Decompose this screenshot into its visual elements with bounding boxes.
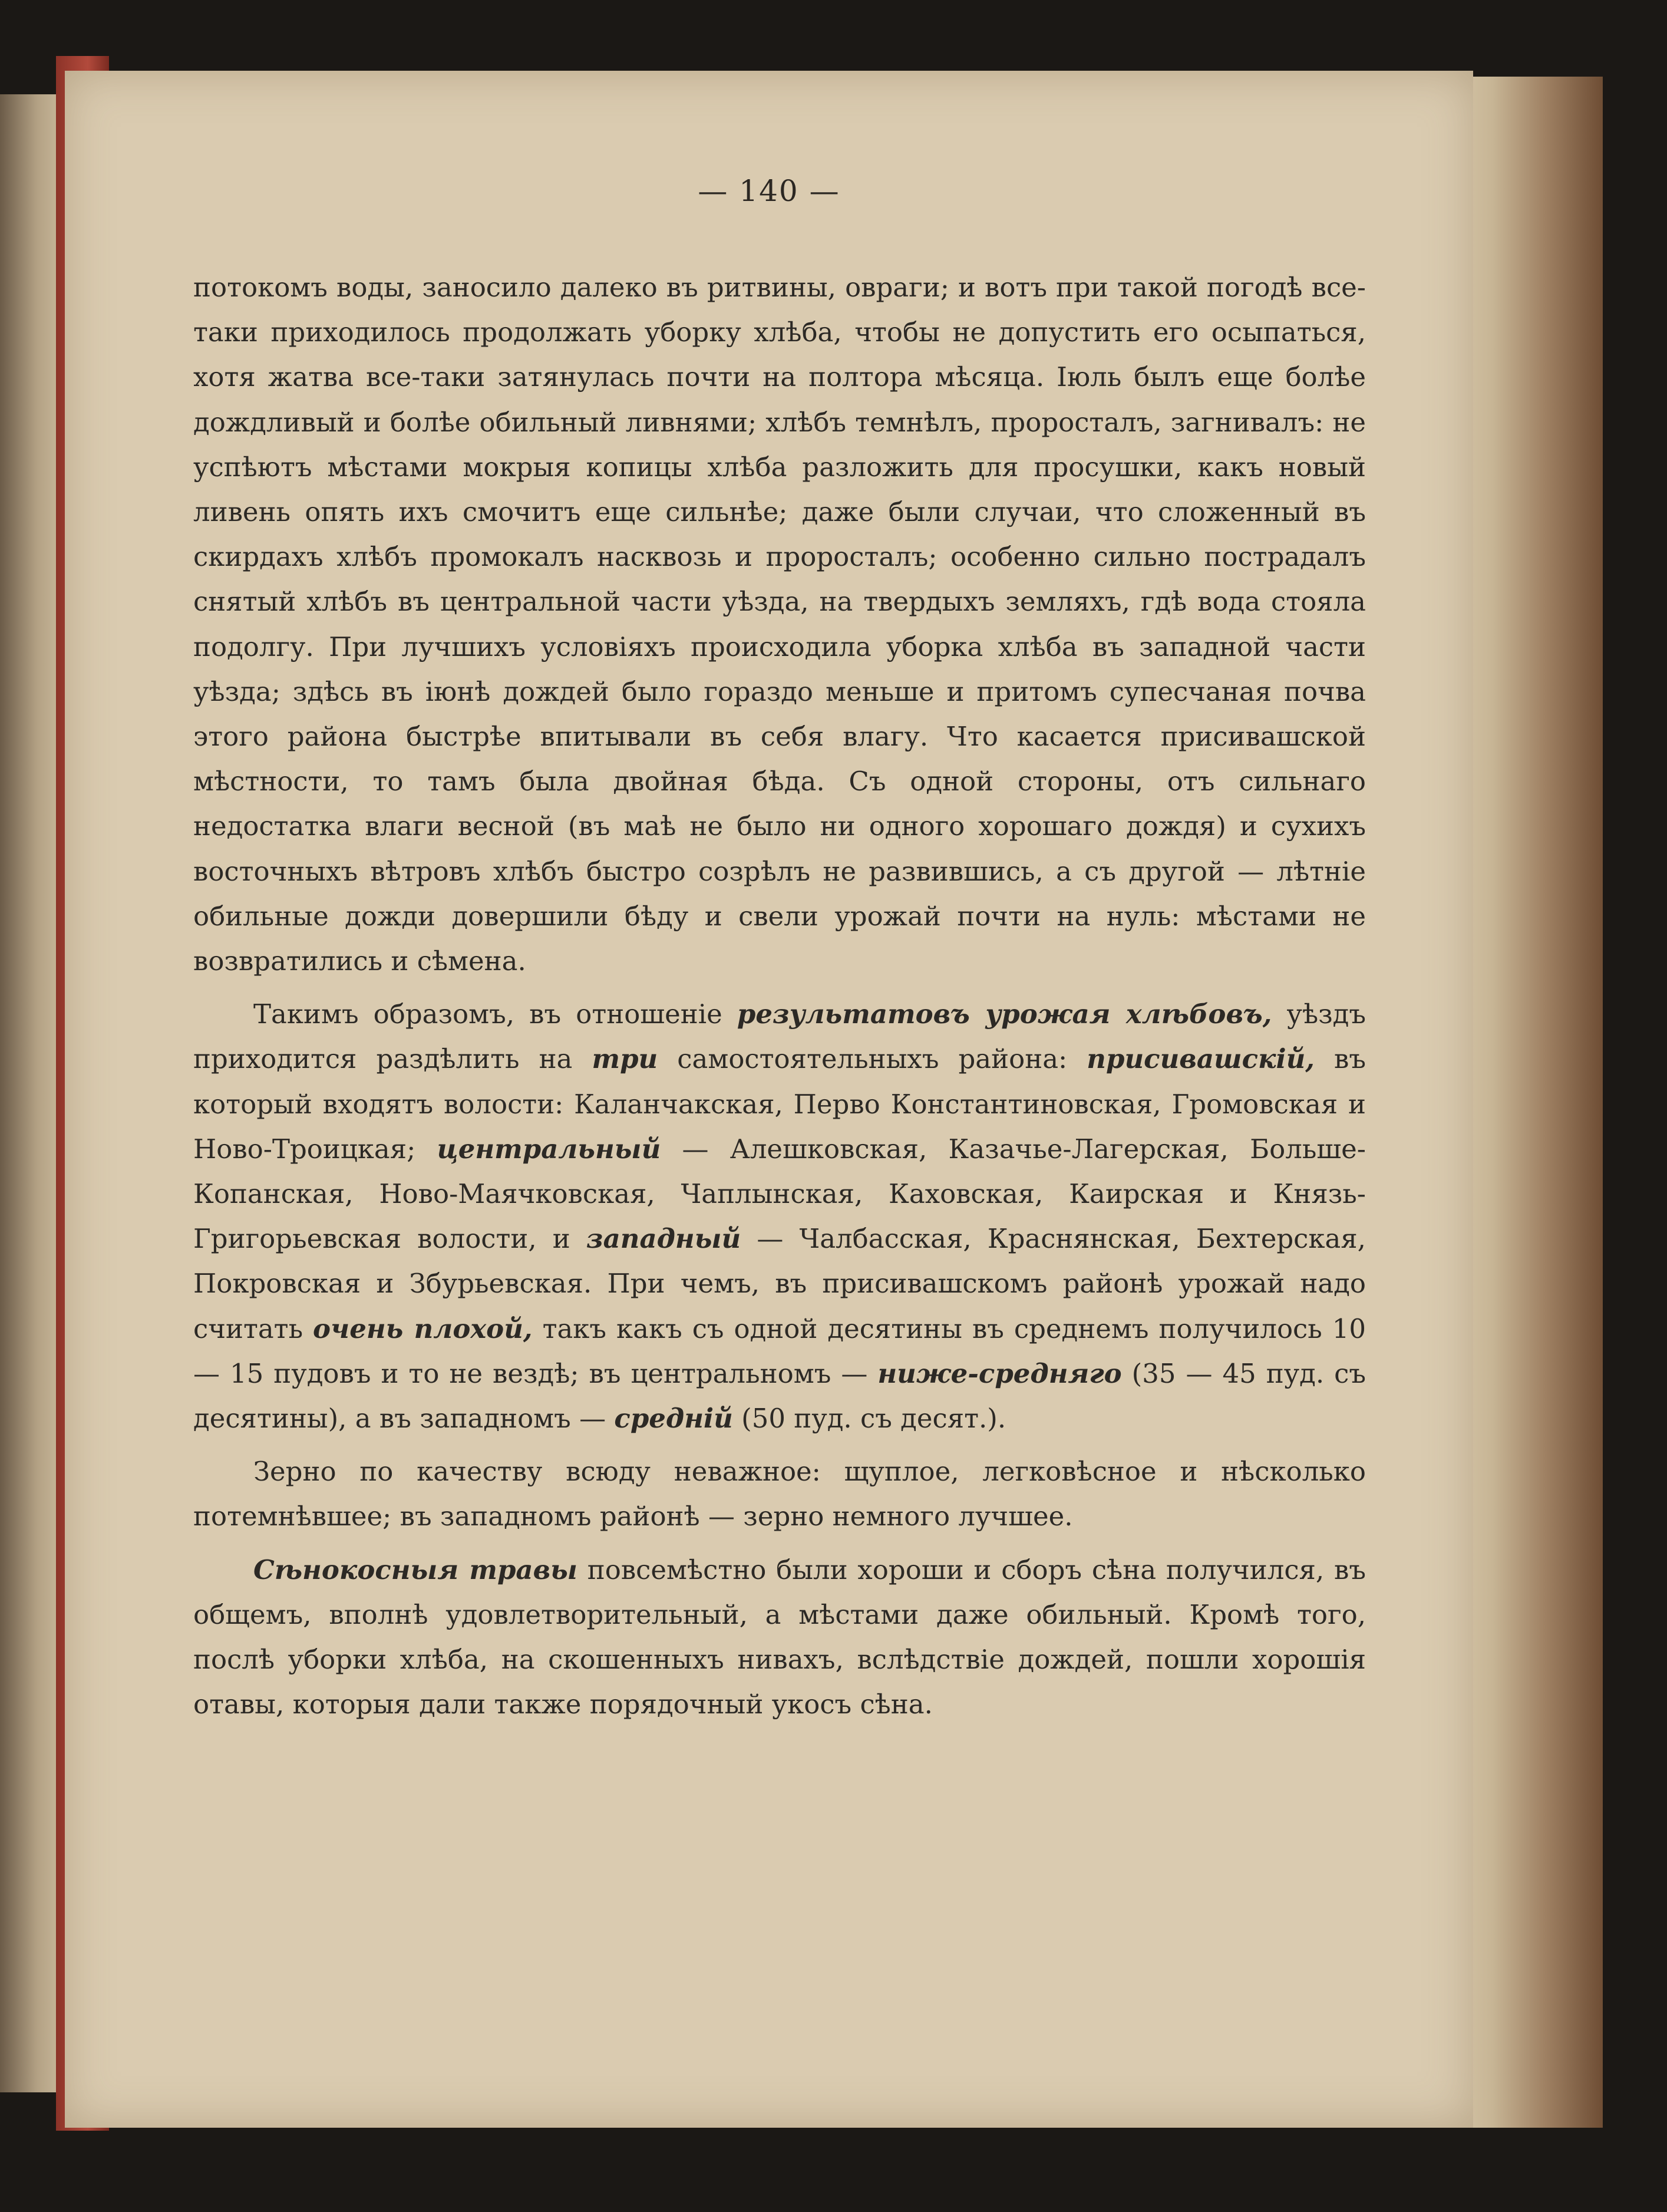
text-run: самостоятельныхъ района: bbox=[658, 1043, 1087, 1075]
text-run: уѣздъ приходится раздѣлить на bbox=[193, 998, 1366, 1075]
page-text bbox=[193, 265, 1366, 1728]
page-stack-edge bbox=[1455, 77, 1603, 2128]
paragraph bbox=[193, 265, 1366, 984]
emphasized-text: Сѣнокосныя травы bbox=[253, 1554, 577, 1585]
paragraph bbox=[193, 1548, 1366, 1728]
book-page bbox=[65, 71, 1473, 2128]
paragraph bbox=[193, 992, 1366, 1441]
text-run: повсемѣстно были хороши и сборъ сѣна получился, въ общемъ, вполнѣ удовлетворительный, а мѣстами даже обильный. Кромѣ того, послѣ уборки хлѣба, на скошенныхъ нивахъ, вслѣдствіе дождей, пошли хорошія отавы, которыя дали также порядочный укосъ сѣна. bbox=[193, 1554, 1366, 1720]
text-run: потокомъ воды, заносило далеко въ ритвины, овраги; и вотъ при такой погодѣ все-таки приходилось продолжать уборку хлѣба, чтобы не допустить его осыпаться, хотя жатва все-таки затянулась почти на полтора мѣсяца. Іюль былъ еще болѣе дождливый и болѣе обильный ливнями; хлѣбъ темнѣлъ, проросталъ, загнивалъ: не успѣютъ мѣстами мокрыя копицы хлѣба разложить для просушки, какъ новый ливень опять ихъ смочитъ еще сильнѣе; даже были случаи, что сложенный въ скирдахъ хлѣбъ промокалъ насквозь и проросталъ; особенно сильно пострадалъ снятый хлѣбъ въ центральной части уѣзда, на твердыхъ земляхъ, гдѣ вода стояла подолгу. При лучшихъ условіяхъ происходила уборка хлѣба въ западной части уѣзда; здѣсь въ іюнѣ дождей было гораздо меньше и притомъ супесчаная почва этого района быстрѣе впитывали въ себя влагу. Что касается присивашской мѣстности, то тамъ была двойная бѣда. Съ одной стороны, отъ сильнаго недостатка влаги весной (въ маѣ не было ни одного хорошаго дождя) и сухихъ восточныхъ вѣтровъ хлѣбъ быстро созрѣлъ не развившись, а съ другой — лѣтніе обильные дожди довершили бѣду и свели урожай почти на нуль: мѣстами не возвратились и сѣмена. bbox=[193, 272, 1366, 977]
text-run: (50 пуд. съ десят.). bbox=[732, 1403, 1006, 1435]
paragraph bbox=[193, 1449, 1366, 1539]
text-run: — Чалбасская, Краснянская, Бехтерская, Покровская и Збурьевская. При чемъ, въ присивашскомъ районѣ урожай надо считать bbox=[193, 1223, 1366, 1344]
text-run: Зерно по качеству всюду неважное: щуплое, легковѣсное и нѣсколько потемнѣвшее; въ западномъ районѣ — зерно немного лучшее. bbox=[193, 1456, 1366, 1532]
emphasized-text: очень плохой, bbox=[313, 1313, 533, 1344]
emphasized-text: западный bbox=[586, 1223, 741, 1255]
text-run: — Алешковская, Казачье-Лагерская, Больше-Копанская, Ново-Маячковская, Чаплынская, Каховская, Каирская и Князь-Григорьевская волости, и bbox=[193, 1133, 1366, 1255]
emphasized-text: центральный bbox=[437, 1133, 661, 1165]
text-run: въ который входятъ волости: Каланчакская, Перво Константиновская, Громовская и Ново-Троицкая; bbox=[193, 1043, 1366, 1165]
emphasized-text: присивашскій, bbox=[1087, 1043, 1315, 1075]
emphasized-text: результатовъ урожая хлѣбовъ, bbox=[737, 998, 1272, 1030]
text-run: (35 — 45 пуд. съ десятины), а въ западномъ — bbox=[193, 1357, 1366, 1435]
text-run: такъ какъ съ одной десятины въ среднемъ получилось 10 — 15 пудовъ и то не вездѣ; въ центральномъ — bbox=[193, 1313, 1366, 1389]
emphasized-text: три bbox=[592, 1043, 658, 1075]
text-run: Такимъ образомъ, въ отношеніе bbox=[253, 998, 737, 1030]
page-number: — 140 — bbox=[698, 174, 840, 208]
emphasized-text: средній bbox=[614, 1403, 733, 1435]
emphasized-text: ниже-средняго bbox=[877, 1357, 1122, 1389]
